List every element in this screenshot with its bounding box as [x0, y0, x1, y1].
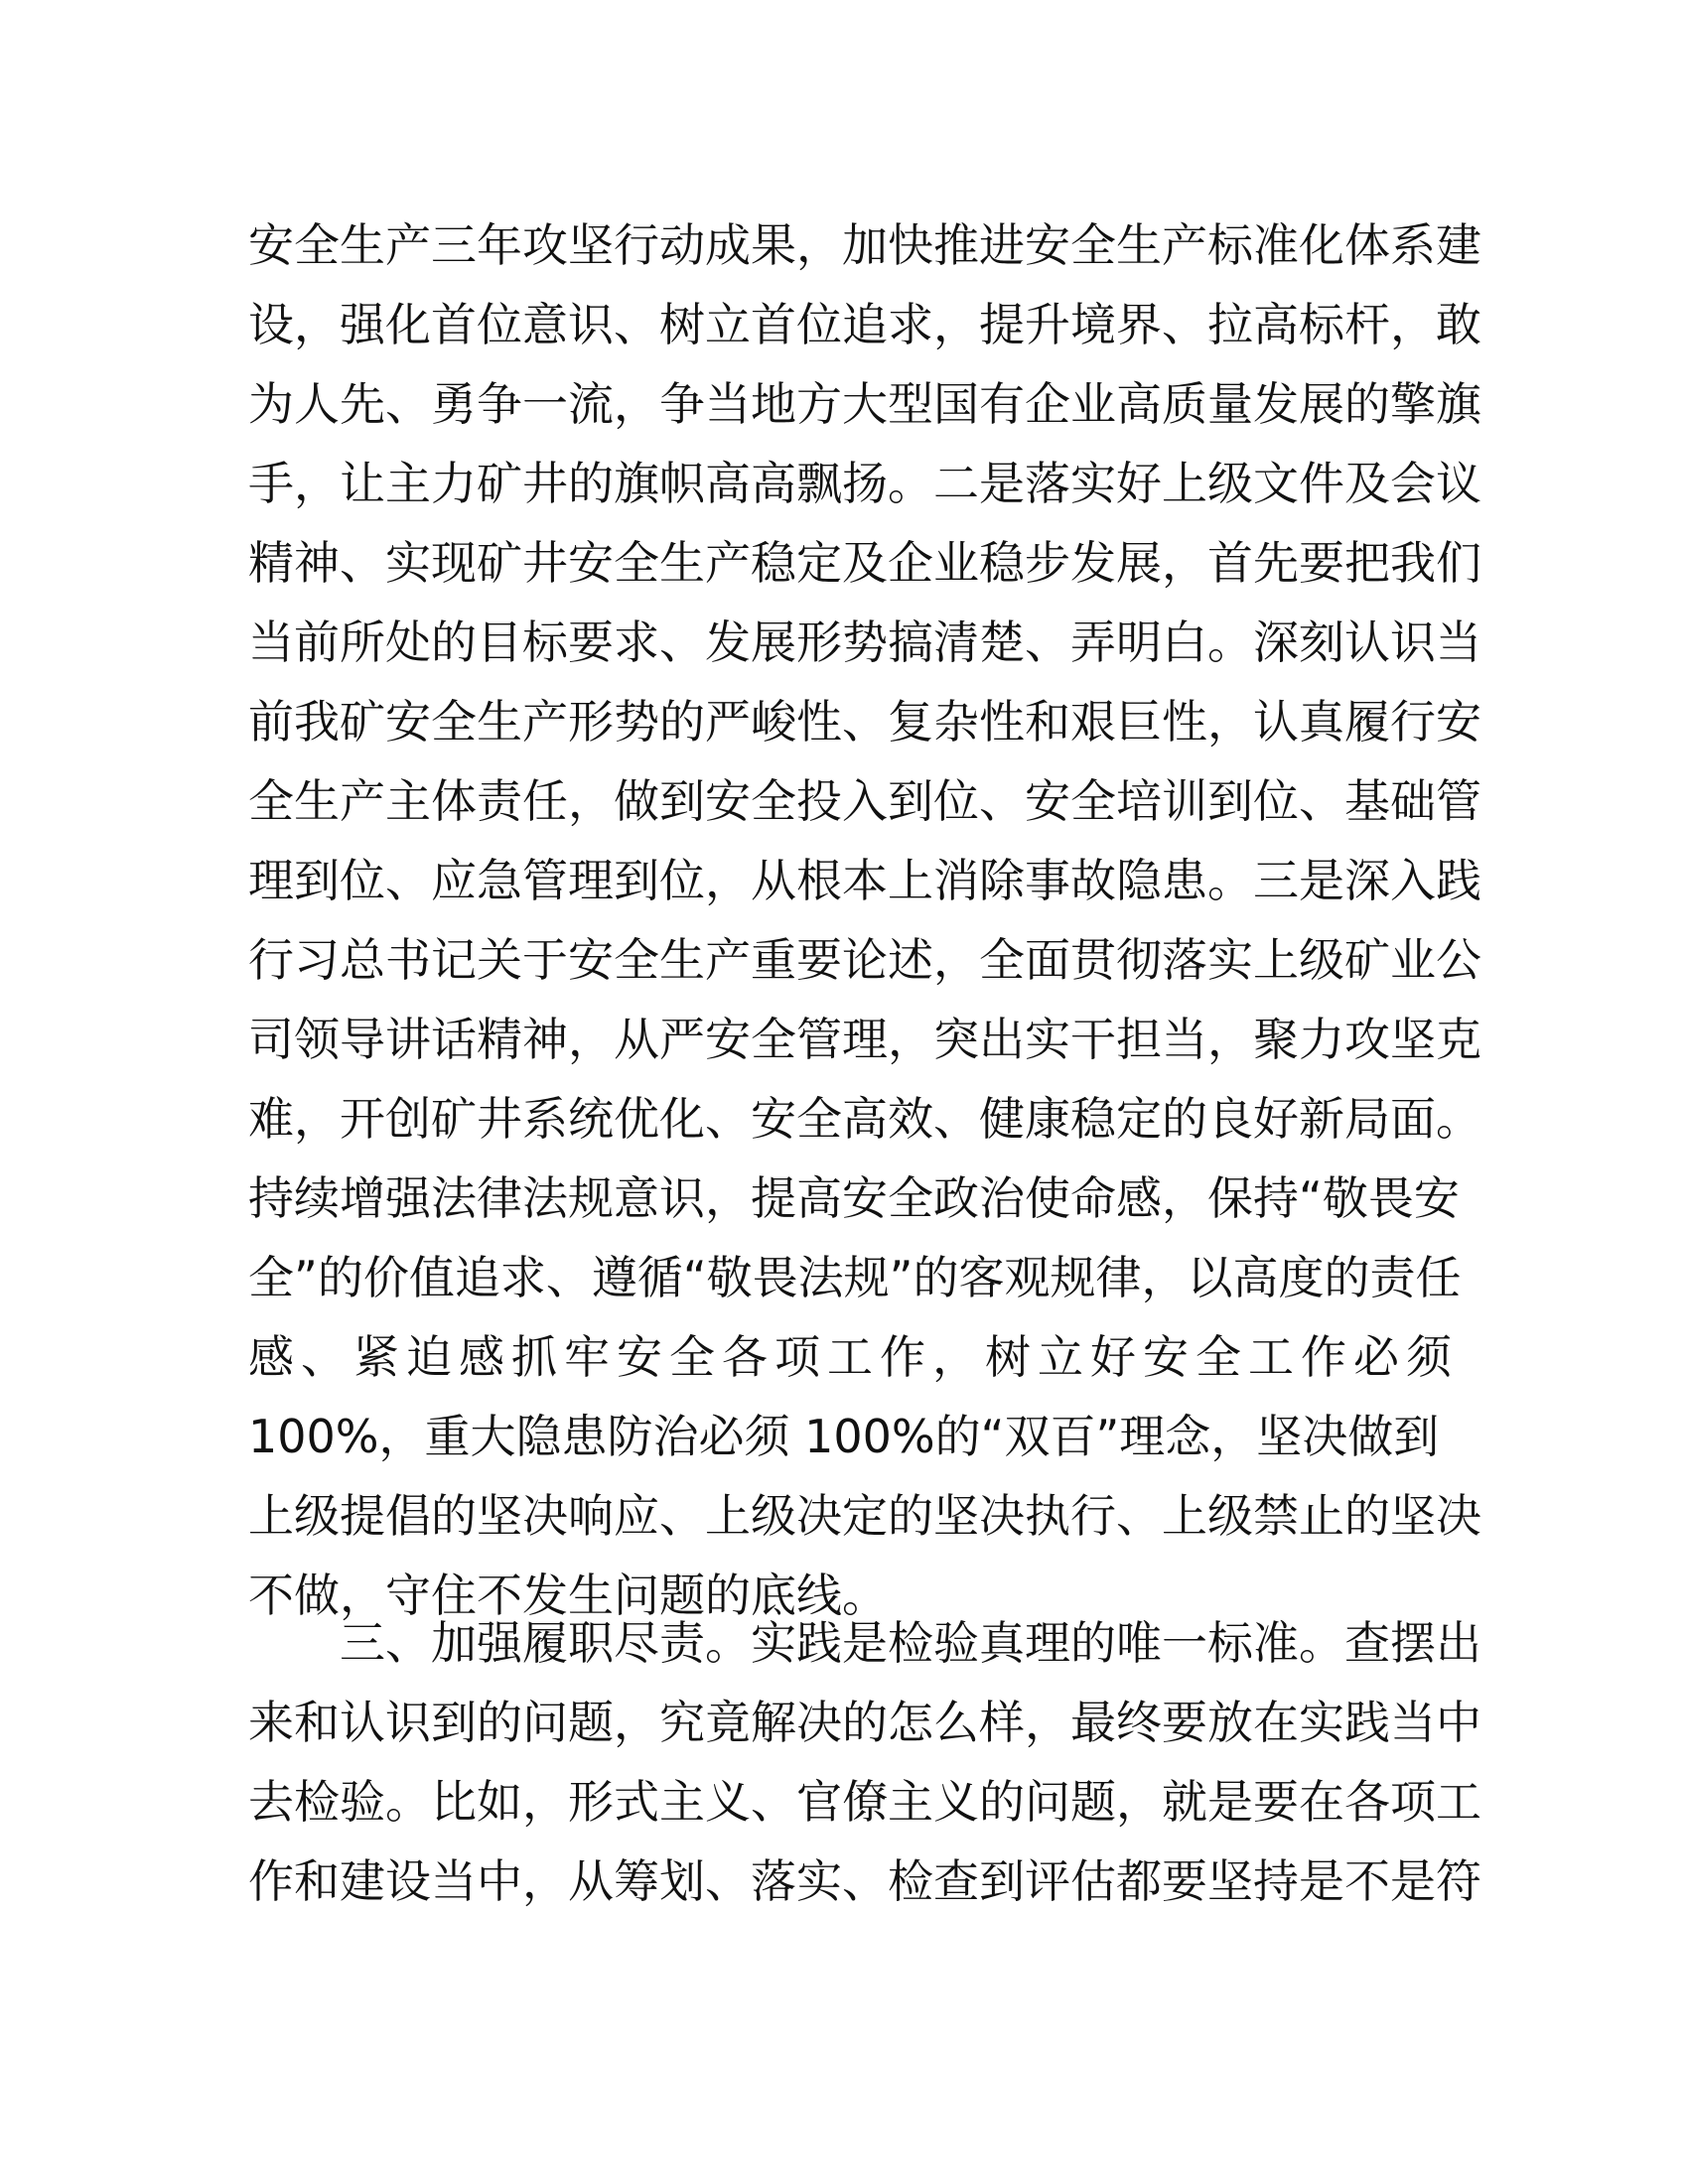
paragraph-line: 安全生产三年攻坚行动成果，加快推进安全生产标准化体系建 [248, 218, 1481, 272]
paragraph-line: 上级提倡的坚决响应、上级决定的坚决执行、上级禁止的坚决 [248, 1489, 1481, 1543]
paragraph [248, 205, 1481, 1635]
paragraph-line: 理到位、应急管理到位，从根本上消除事故隐患。三是深入践 [248, 854, 1481, 907]
paragraph [248, 1603, 1481, 1921]
paragraph-line: 设，强化首位意识、树立首位追求，提升境界、拉高标杆，敢 [248, 298, 1481, 351]
paragraph-line: 难，开创矿井系统优化、安全高效、健康稳定的良好新局面。 [248, 1092, 1481, 1146]
paragraph-line: 去检验。比如，形式主义、官僚主义的问题，就是要在各项工 [248, 1775, 1481, 1829]
paragraph-line: 全”的价值追求、遵循“敬畏法规”的客观规律，以高度的责任 [248, 1251, 1462, 1304]
paragraph-line: 来和认识到的问题，究竟解决的怎么样，最终要放在实践当中 [248, 1696, 1481, 1749]
paragraph-line: 司领导讲话精神，从严安全管理，突出实干担当，聚力攻坚克 [248, 1013, 1481, 1066]
paragraph-line: 全生产主体责任，做到安全投入到位、安全培训到位、基础管 [248, 774, 1481, 828]
paragraph-line: 为人先、勇争一流，争当地方大型国有企业高质量发展的擎旗 [248, 377, 1481, 431]
paragraph-line: 精神、实现矿井安全生产稳定及企业稳步发展，首先要把我们 [248, 536, 1481, 590]
paragraph-line: 三、加强履职尽责。实践是检验真理的唯一标准。查摆出 [340, 1616, 1481, 1670]
paragraph-line: 100%，重大隐患防治必须 100%的“双百”理念，坚决做到 [248, 1410, 1440, 1463]
paragraph-line: 行习总书记关于安全生产重要论述，全面贯彻落实上级矿业公 [248, 933, 1481, 987]
paragraph-line: 手，让主力矿井的旗帜高高飘扬。二是落实好上级文件及会议 [248, 457, 1481, 510]
paragraph-line: 持续增强法律法规意识，提高安全政治使命感，保持“敬畏安 [248, 1171, 1460, 1225]
paragraph-line: 感、紧迫感抓牢安全各项工作，树立好安全工作必须 [248, 1330, 1459, 1384]
paragraph-line: 不做，守住不发生问题的底线。 [248, 1569, 888, 1622]
paragraph-line: 当前所处的目标要求、发展形势搞清楚、弄明白。深刻认识当 [248, 615, 1481, 669]
paragraph-line: 前我矿安全生产形势的严峻性、复杂性和艰巨性，认真履行安 [248, 695, 1481, 749]
paragraph-line: 作和建设当中，从筹划、落实、检查到评估都要坚持是不是符 [248, 1854, 1481, 1908]
